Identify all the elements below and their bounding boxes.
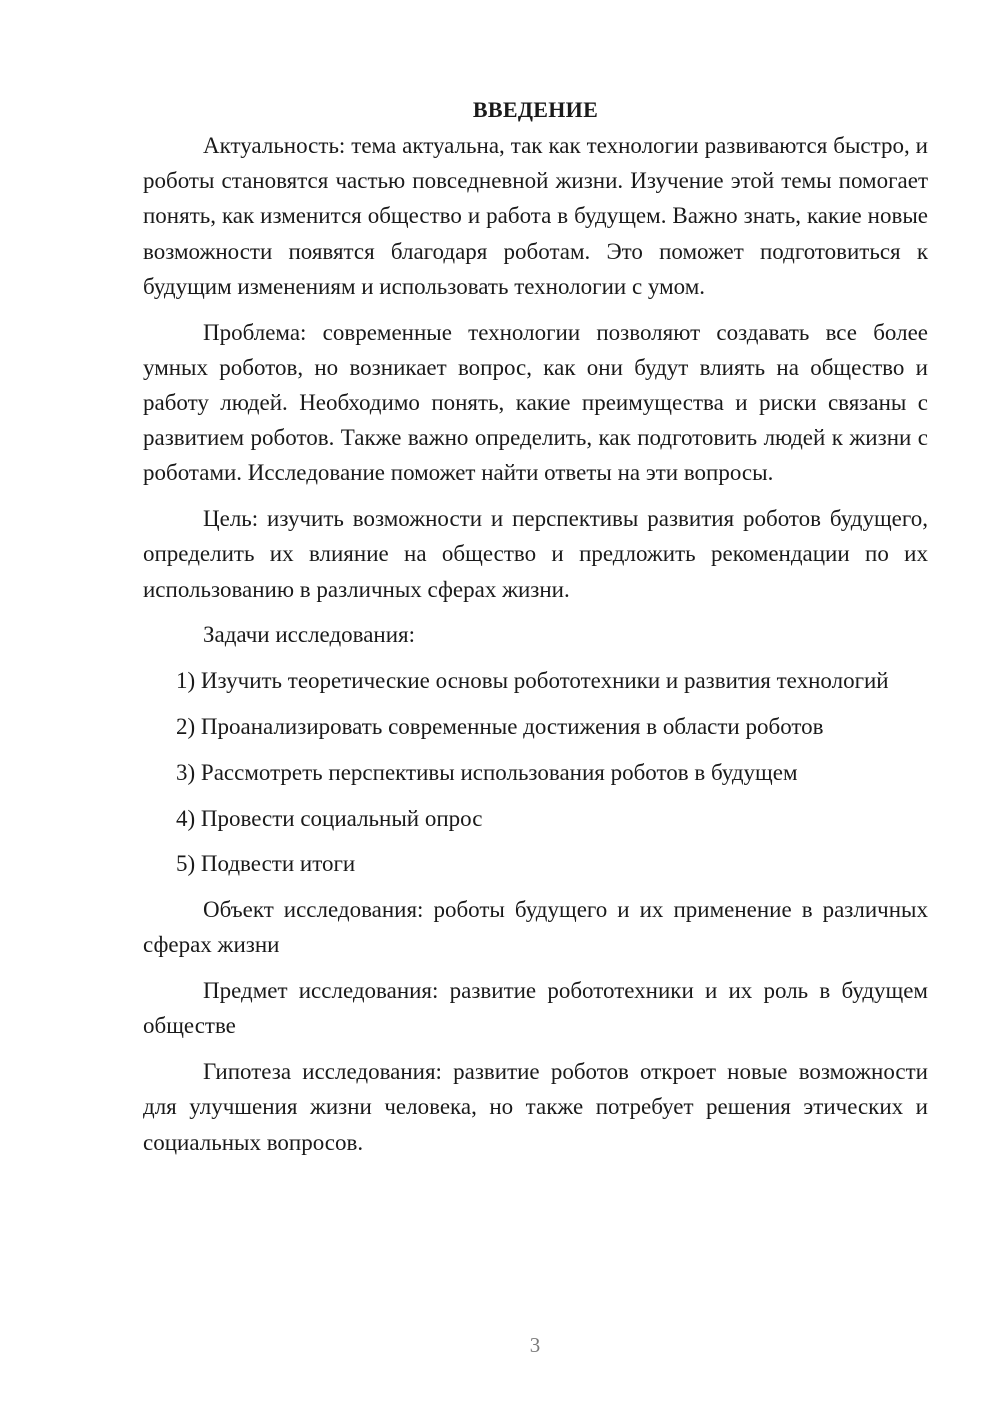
task-item-1: 1) Изучить теоретические основы робототехники и развития технологий — [176, 668, 889, 694]
task-item-4: 4) Провести социальный опрос — [176, 805, 483, 831]
task-item-2: 2) Проанализировать современные достижения в области роботов — [176, 714, 824, 740]
goal-paragraph: Цель: изучить возможности и перспективы развития роботов будущего, определить их влияние на общество и предложить рекомендации по их использованию в различных сферах жизни. — [143, 506, 928, 602]
document-page — [143, 92, 928, 1170]
object-paragraph: Объект исследования: роботы будущего и их применение в различных сферах жизни — [143, 897, 928, 958]
subject-paragraph: Предмет исследования: развитие робототехники и их роль в будущем обществе — [143, 978, 928, 1039]
page-number: 3 — [529, 1333, 541, 1357]
problem-paragraph: Проблема: современные технологии позволяют создавать все более умных роботов, но возникает вопрос, как они будут влиять на общество и работу людей. Необходимо понять, какие преимущества и риски связаны с развитием роботов. Также важно определить, как подготовить людей к жизни с роботами. Исследование поможет найти ответы на эти вопросы. — [143, 319, 928, 486]
task-item-5: 5) Подвести итоги — [176, 851, 356, 877]
tasks-heading: Задачи исследования: — [203, 622, 416, 648]
page-title: ВВЕДЕНИЕ — [472, 97, 599, 122]
hypothesis-paragraph: Гипотеза исследования: развитие роботов откроет новые возможности для улучшения жизни человека, но также потребует решения этических и социальных вопросов. — [143, 1059, 928, 1155]
task-item-3: 3) Рассмотреть перспективы использования роботов в будущем — [176, 759, 798, 785]
relevance-paragraph: Актуальность: тема актуальна, так как технологии развиваются быстро, и роботы становятся частью повседневной жизни. Изучение этой темы помогает понять, как изменится общество и работа в будущем. Важно знать, какие новые возможности появятся благодаря роботам. Это поможет подготовиться к будущим изменениям и использовать технологии с умом. — [143, 133, 928, 299]
